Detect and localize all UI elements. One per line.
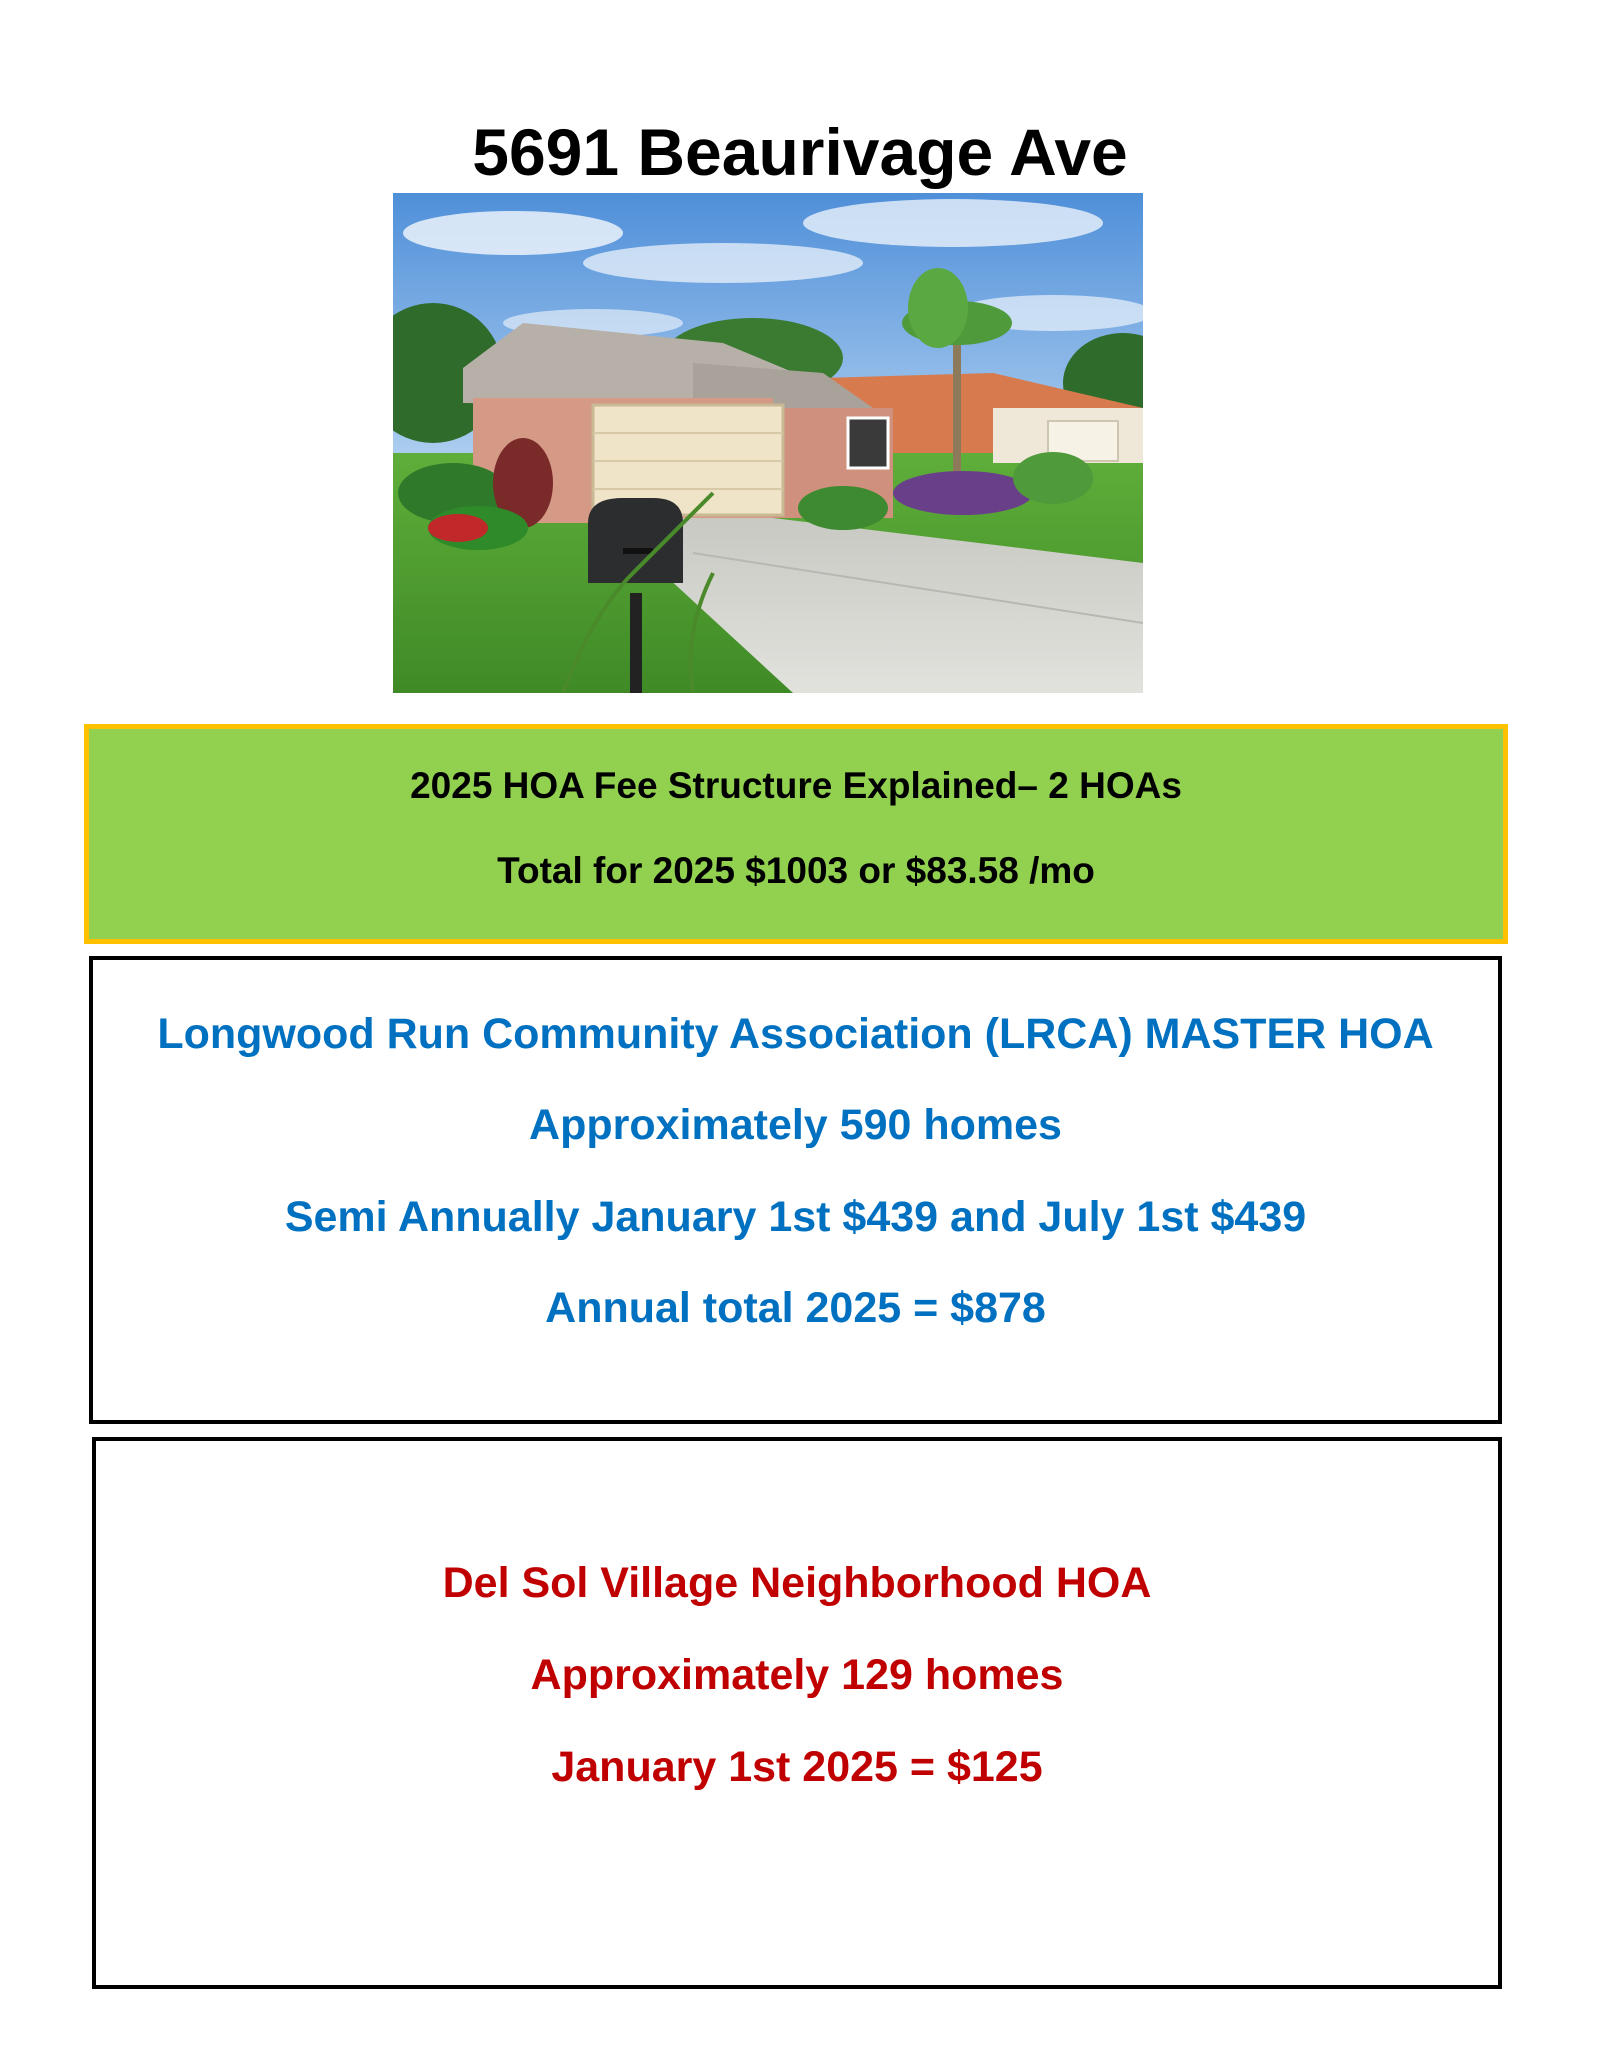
lrca-annual-total: Annual total 2025 = $878 xyxy=(545,1284,1046,1332)
lrca-hoa-box xyxy=(89,956,1502,1424)
house-photo xyxy=(393,193,1143,693)
del-sol-homes: Approximately 129 homes xyxy=(530,1651,1064,1699)
page-title: 5691 Beaurivage Ave xyxy=(472,115,1128,189)
lrca-schedule: Semi Annually January 1st $439 and July 1st $439 xyxy=(284,1193,1307,1241)
summary-heading: 2025 HOA Fee Structure Explained– 2 HOAs xyxy=(410,765,1182,806)
del-sol-hoa-box xyxy=(92,1437,1502,1989)
summary-total: Total for 2025 $1003 or $83.58 /mo xyxy=(497,850,1095,891)
lrca-name: Longwood Run Community Association (LRCA) MASTER HOA xyxy=(157,1010,1434,1058)
lrca-homes: Approximately 590 homes xyxy=(529,1101,1062,1149)
del-sol-fee: January 1st 2025 = $125 xyxy=(551,1743,1043,1791)
hoa-summary-box xyxy=(84,724,1508,944)
del-sol-name: Del Sol Village Neighborhood HOA xyxy=(442,1559,1152,1607)
